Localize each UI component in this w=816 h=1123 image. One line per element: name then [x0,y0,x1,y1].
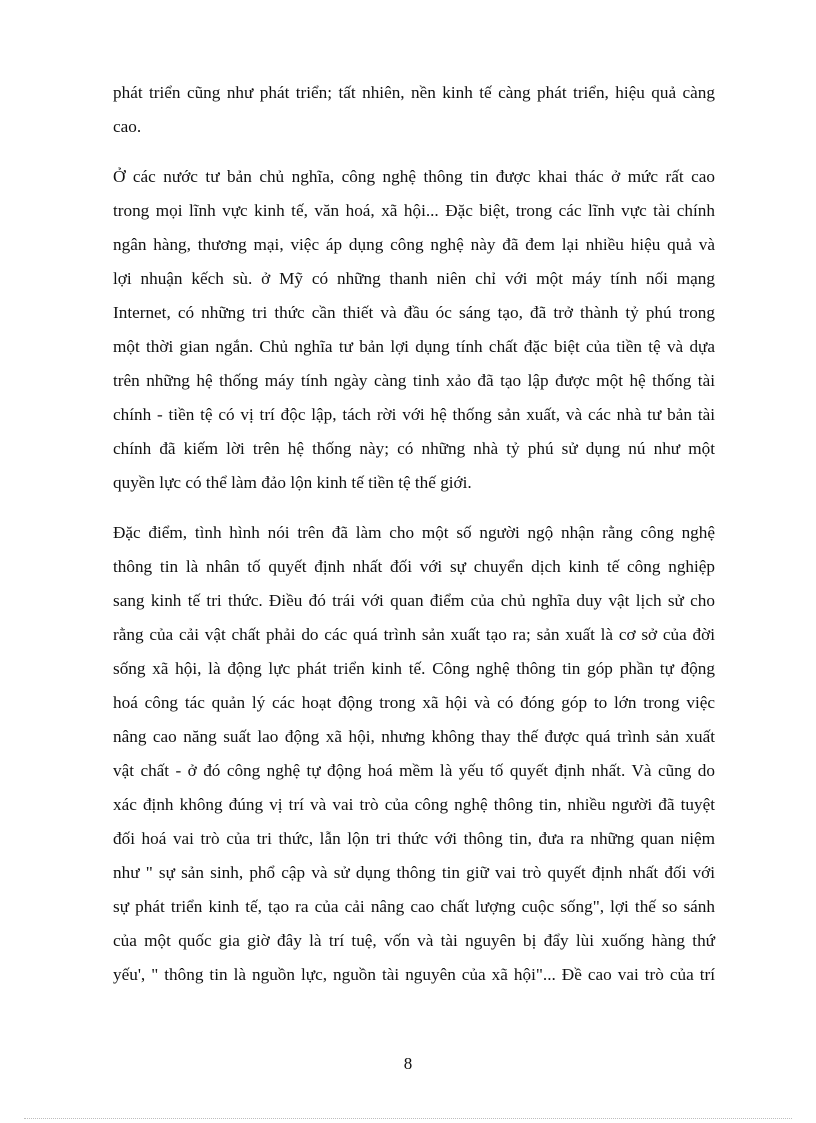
text-line: ngân hàng, thương mại, việc áp dụng công nghệ này đã đem lại nhiều hiệu quả và [113,235,715,254]
text-line: Internet, có những tri thức cần thiết và đầu óc sáng tạo, đã trở thành tỷ phú trong [113,303,715,322]
text-line: Đặc điểm, tình hình nói trên đã làm cho một số người ngộ nhận rằng công nghệ [113,523,715,542]
text-line: cao. [113,117,142,136]
page-bottom-divider [24,1118,792,1119]
text-line: vật chất - ở đó công nghệ tự động hoá mềm là yếu tố quyết định nhất. Và cũng do [113,761,715,780]
text-line: nâng cao năng suất lao động xã hội, nhưng không thay thế được quá trình sản xuất [113,727,715,746]
text-line: thông tin là nhân tố quyết định nhất đối với sự chuyển dịch kinh tế công nghiệp [113,557,715,576]
paragraph-2 [113,160,715,500]
text-line: Ở các nước tư bản chủ nghĩa, công nghệ thông tin được khai thác ở mức rất cao [113,167,715,186]
paragraph-3 [113,516,715,992]
text-line: xác định không đúng vị trí và vai trò của công nghệ thông tin, nhiều người đã tuyệt [113,795,715,814]
paragraph-1 [113,76,715,144]
text-line: yếu', " thông tin là nguồn lực, nguồn tài nguyên của xã hội"... Đề cao vai trò của trí [113,965,715,984]
text-line: hoá công tác quản lý các hoạt động trong xã hội và có đóng góp to lớn trong việc [113,693,715,712]
text-line: quyền lực có thể làm đảo lộn kinh tế tiền tệ thế giới. [113,473,472,492]
text-line: trong mọi lĩnh vực kinh tế, văn hoá, xã hội... Đặc biệt, trong các lĩnh vực tài chính [113,201,715,220]
text-line: một thời gian ngắn. Chủ nghĩa tư bản lợi dụng tính chất đặc biệt của tiền tệ và dựa [113,337,715,356]
text-line: lợi nhuận kếch sù. ở Mỹ có những thanh niên chỉ với một máy tính nối mạng [113,269,715,288]
text-line: phát triển cũng như phát triển; tất nhiên, nền kinh tế càng phát triển, hiệu quả càng [113,83,715,102]
text-line: trên những hệ thống máy tính ngày càng tinh xảo đã tạo lập được một hệ thống tài [113,371,715,390]
text-line: chính - tiền tệ có vị trí độc lập, tách rời với hệ thống sản xuất, và các nhà tư bản tài [113,405,715,424]
text-line: như " sự sản sinh, phổ cập và sử dụng thông tin giữ vai trò quyết định nhất đối với [113,863,715,882]
text-line: đối hoá vai trò của tri thức, lẫn lộn tri thức với thông tin, đưa ra những quan niệm [113,829,715,848]
text-line: sống xã hội, là động lực phát triển kinh tế. Công nghệ thông tin góp phần tự động [113,659,715,678]
text-line: rằng của cải vật chất phải do các quá trình sản xuất tạo ra; sản xuất là cơ sở của đời [113,625,715,644]
text-line: sang kinh tế tri thức. Điều đó trái với quan điểm của chủ nghĩa duy vật lịch sử cho [113,591,715,610]
page-number: 8 [403,1054,413,1073]
document-body [113,76,715,1008]
text-line: của một quốc gia giờ đây là trí tuệ, vốn và tài nguyên bị đẩy lùi xuống hàng thứ [113,931,715,950]
text-line: chính đã kiếm lời trên hệ thống này; có những nhà tỷ phú sử dụng nú như một [113,439,715,458]
text-line: sự phát triển kinh tế, tạo ra của cải nâng cao chất lượng cuộc sống", lợi thế so sánh [113,897,715,916]
